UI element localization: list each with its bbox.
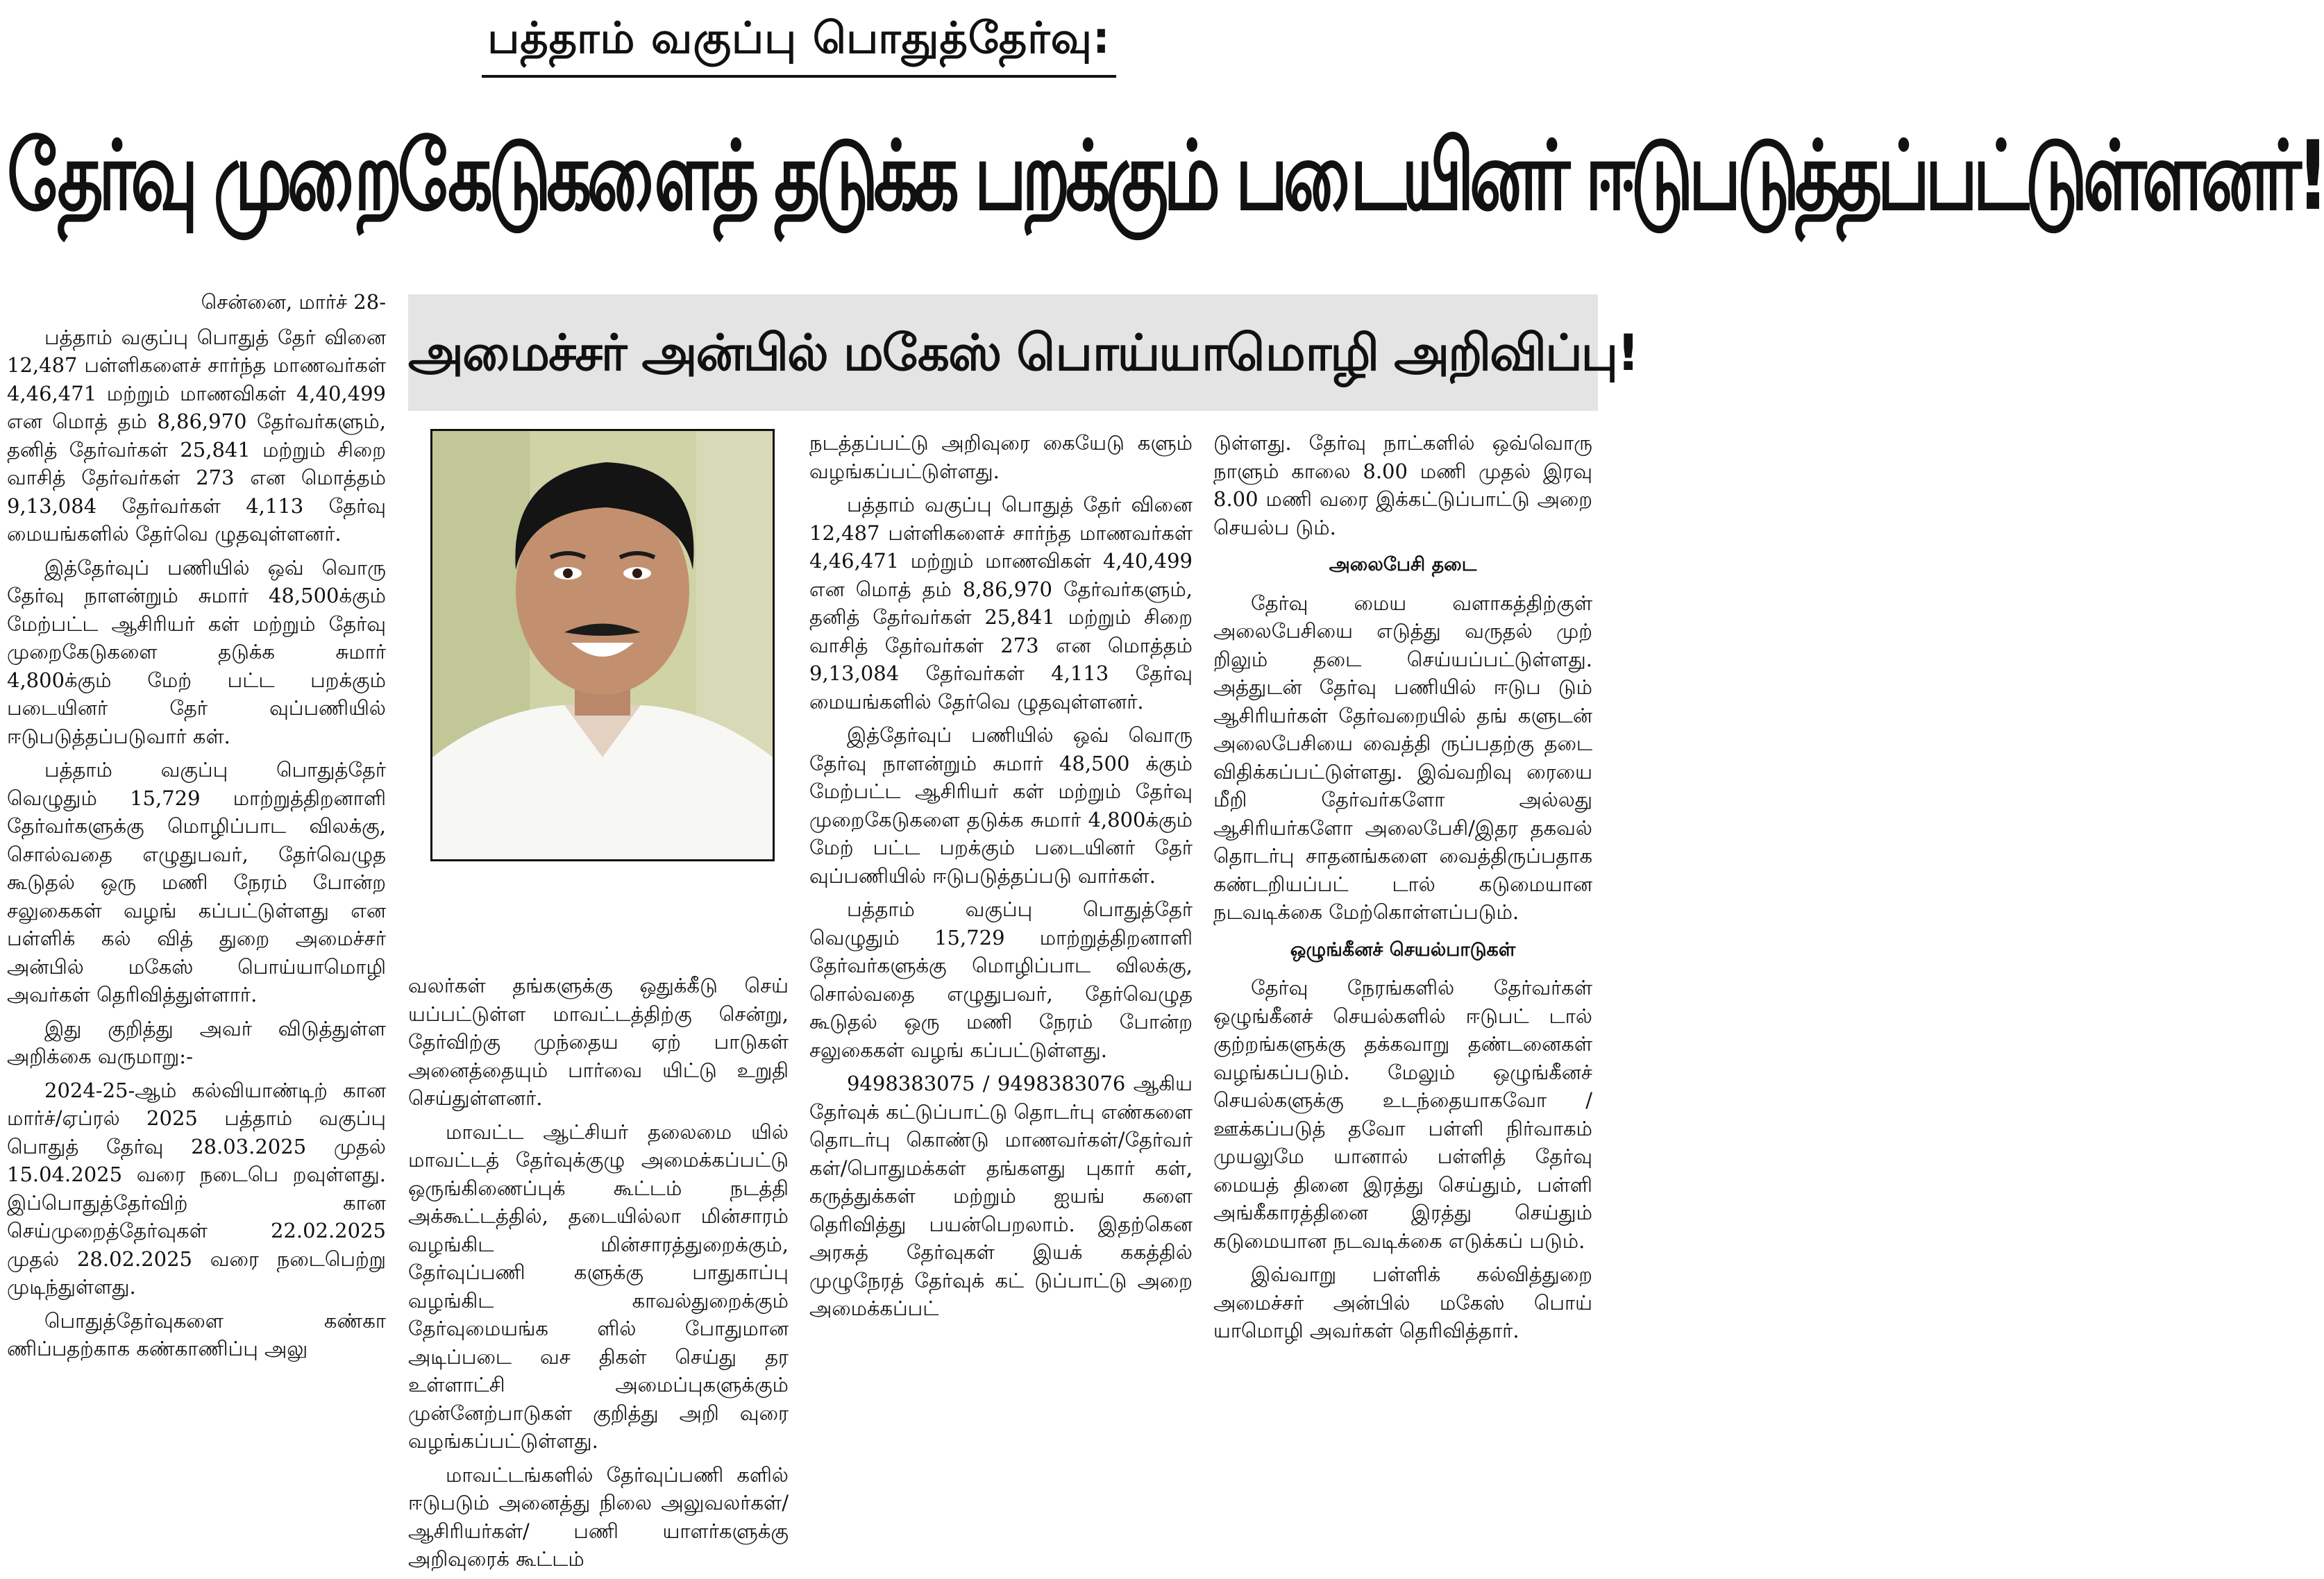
column-2 <box>408 972 789 1579</box>
column-3 <box>809 429 1193 1328</box>
paragraph: பத்தாம் வகுப்பு பொதுத்தேர் வெழுதும் 15,729 மாற்றுத்திறனாளி தேர்வர்களுக்கு மொழிப்பாட விலக்கு, சொல்வதை எழுதுபவர், தேர்வெழுத கூடுதல் ஒரு மணி நேரம் போன்ற சலுகைகள் வழங் கப்பட்டுள்ளது. <box>809 897 1193 1062</box>
paragraph: பத்தாம் வகுப்பு பொதுத் தேர் வினை 12,487 பள்ளிகளைச் சார்ந்த மாணவர்கள் 4,46,471 மற்றும் மாணவிகள் 4,40,499 என மொத் தம் 8,86,970 தேர்வர்களும், தனித் தேர்வர்கள் 25,841 மற்றும் சிறை வாசித் தேர்வர்கள் 273 என மொத்தம் 9,13,084 தேர்வர்கள் 4,113 தேர்வு மையங்களில் தேர்வெ ழுதவுள்ளனர். <box>809 493 1193 713</box>
section-subhead: ஒழுங்கீனச் செயல்பாடுகள் <box>1290 938 1516 961</box>
column-4 <box>1213 429 1592 1351</box>
subheadline-banner: அமைச்சர் அன்பில் மகேஸ் பொய்யாமொழி அறிவிப்பு! <box>408 294 1598 411</box>
kicker-text: பத்தாம் வகுப்பு பொதுத்தேர்வு: <box>482 12 1116 78</box>
section-subhead: அலைபேசி தடை <box>1329 554 1477 575</box>
paragraph: இது குறித்து அவர் விடுத்துள்ள அறிக்கை வருமாறு:- <box>7 1016 386 1068</box>
paragraph: நடத்தப்பட்டு அறிவுரை கையேடு களும் வழங்கப்பட்டுள்ளது. <box>809 431 1193 483</box>
paragraph: பத்தாம் வகுப்பு பொதுத்தேர் வெழுதும் 15,729 மாற்றுத்திறனாளி தேர்வர்களுக்கு மொழிப்பாட விலக்கு, சொல்வதை எழுதுபவர், தேர்வெழுத கூடுதல் ஒரு மணி நேரம் போன்ற சலுகைகள் வழங் கப்பட்டுள்ளது என பள்ளிக் கல் வித் துறை அமைச்சர் அன்பில் மகேஸ் பொய்யாமொழி அவர்கள் தெரிவித்துள்ளார். <box>7 758 386 1006</box>
paragraph: பத்தாம் வகுப்பு பொதுத் தேர் வினை 12,487 பள்ளிகளைச் சார்ந்த மாணவர்கள் 4,46,471 மற்றும் மாணவிகள் 4,40,499 என மொத் தம் 8,86,970 தேர்வர்களும், தனித் தேர்வர்கள் 25,841 மற்றும் சிறை வாசித் தேர்வர்கள் 273 என மொத்தம் 9,13,084 தேர்வர்கள் 4,113 தேர்வு மையங்களில் தேர்வெ ழுதவுள்ளனர். <box>7 325 386 546</box>
paragraph: டுள்ளது. தேர்வு நாட்களில் ஒவ்வொரு நாளும் காலை 8.00 மணி முதல் இரவு 8.00 மணி வரை இக்கட்டுப்பாட்டு அறை செயல்ப டும். <box>1213 431 1592 539</box>
paragraph: தேர்வு நேரங்களில் தேர்வர்கள் ஒழுங்கீனச் செயல்களில் ஈடுபட் டால் குற்றங்களுக்கு தக்கவாறு தண்டனைகள் வழங்கப்படும். மேலும் ஒழுங்கீனச் செயல்களுக்கு உடந்தையாகவோ / ஊக்கப்படுத் தவோ பள்ளி நிர்வாகம் முயலுமே யானால் பள்ளித் தேர்வு மையத் தினை இரத்து செய்தும், பள்ளி அங்கீகாரத்தினை இரத்து செய்தும் கடுமையான நடவடிக்கை எடுக்கப் படும். <box>1213 976 1592 1253</box>
dateline: சென்னை, மார்ச் 28- <box>201 290 386 314</box>
paragraph: பொதுத்தேர்வுகளை கண்கா ணிப்பதற்காக கண்காணிப்பு அலு <box>7 1308 386 1360</box>
paragraph: இத்தேர்வுப் பணியில் ஒவ் வொரு தேர்வு நாளன்றும் சுமார் 48,500 க்கும் மேற்பட்ட ஆசிரியர் கள் மற்றும் தேர்வு முறைகேடுகளை தடுக்க சுமார் 4,800க்கும் மேற் பட்ட பறக்கும் படையினர் தேர் வுப்பணியில் ஈடுபடுத்தப்படு வார்கள். <box>809 723 1193 888</box>
paragraph: இவ்வாறு பள்ளிக் கல்வித்துறை அமைச்சர் அன்பில் மகேஸ் பொய் யாமொழி அவர்கள் தெரிவித்தார். <box>1213 1263 1592 1342</box>
paragraph: இத்தேர்வுப் பணியில் ஒவ் வொரு தேர்வு நாளன்றும் சுமார் 48,500க்கும் மேற்பட்ட ஆசிரியர் கள் மற்றும் தேர்வு முறைகேடுகளை தடுக்க சுமார் 4,800க்கும் மேற் பட்ட பறக்கும் படையினர் தேர் வுப்பணியில் ஈடுபடுத்தப்படுவார் கள். <box>7 555 386 748</box>
paragraph: 9498383075 / 9498383076 ஆகிய தேர்வுக் கட்டுப்பாட்டு தொடர்பு எண்களை தொடர்பு கொண்டு மாணவர்கள்/தேர்வர் கள்/பொதுமக்கள் தங்களது புகார் கள், கருத்துக்கள் மற்றும் ஐயங் களை தெரிவித்து பயன்பெறலாம். இதற்கென அரசுத் தேர்வுகள் இயக் ககத்தில் முழுநேரத் தேர்வுக் கட் டுப்பாட்டு அறை அமைக்கப்பட் <box>809 1072 1193 1320</box>
column-1 <box>7 288 386 1369</box>
minister-photo <box>430 429 775 861</box>
headline: தேர்வு முறைகேடுகளைத் தடுக்க பறக்கும் படையினர் ஈடுபடுத்தப்பட்டுள்ளனர்! <box>7 121 2324 233</box>
paragraph: மாவட்ட ஆட்சியர் தலைமை யில் மாவட்டத் தேர்வுக்குழு அமைக்கப்பட்டு ஒருங்கிணைப்புக் கூட்டம் நடத்தி அக்கூட்டத்தில், தடையில்லா மின்சாரம் வழங்கிட மின்சாரத்துறைக்கும், தேர்வுப்பணி களுக்கு பாதுகாப்பு வழங்கிட காவல்துறைக்கும் தேர்வுமையங்க ளில் போதுமான அடிப்படை வச திகள் செய்து தர உள்ளாட்சி அமைப்புகளுக்கும் முன்னேற்பாடுகள் குறித்து அறி வுரை வழங்கப்பட்டுள்ளது. <box>408 1120 789 1453</box>
portrait-illustration <box>432 431 773 859</box>
paragraph: 2024-25-ஆம் கல்வியாண்டிற் கான மார்ச்/ஏப்ரல் 2025 பத்தாம் வகுப்பு பொதுத் தேர்வு 28.03.2025 முதல் 15.04.2025 வரை நடைபெ றவுள்ளது. இப்பொதுத்தேர்விற் கான செய்முறைத்தேர்வுகள் 22.02.2025 முதல் 28.02.2025 வரை நடைபெற்று முடிந்துள்ளது. <box>7 1078 386 1299</box>
paragraph: தேர்வு மைய வளாகத்திற்குள் அலைபேசியை எடுத்து வருதல் முற் றிலும் தடை செய்யப்பட்டுள்ளது. அத்துடன் தேர்வு பணியில் ஈடுப டும் ஆசிரியர்கள் தேர்வறையில் தங் களுடன் அலைபேசியை வைத்தி ருப்பதற்கு தடை விதிக்கப்பட்டுள்ளது. இவ்வறிவு ரையை மீறி தேர்வர்களோ அல்லது ஆசிரியர்களோ அலைபேசி/இதர தகவல் தொடர்பு சாதனங்களை வைத்திருப்பதாக கண்டறியப்பட் டால் கடுமையான நடவடிக்கை மேற்கொள்ளப்படும். <box>1213 591 1592 924</box>
kicker <box>0 12 1598 78</box>
paragraph: மாவட்டங்களில் தேர்வுப்பணி களில் ஈடுபடும் அனைத்து நிலை அலுவலர்கள்/ ஆசிரியர்கள்/ பணி யாளர்களுக்கு அறிவுரைக் கூட்டம் <box>408 1462 789 1571</box>
paragraph: வலர்கள் தங்களுக்கு ஒதுக்கீடு செய் யப்பட்டுள்ள மாவட்டத்திற்கு சென்று, தேர்விற்கு முந்தைய ஏற் பாடுகள் அனைத்தையும் பார்வை யிட்டு உறுதி செய்துள்ளனர். <box>408 974 789 1110</box>
